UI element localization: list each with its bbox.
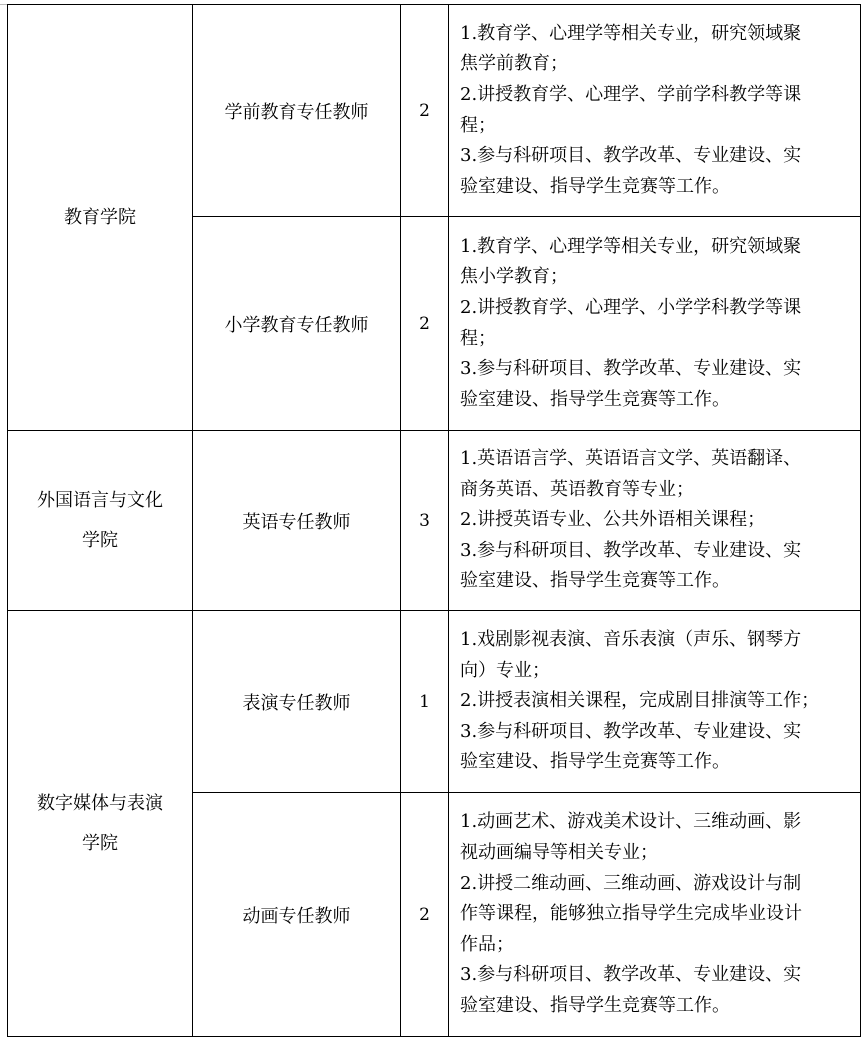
position-cell bbox=[193, 217, 401, 431]
position-count: 2 bbox=[419, 904, 430, 925]
duty-line: 验室建设、指导学生竞赛等工作。 bbox=[460, 994, 730, 1016]
duty-line: 验室建设、指导学生竞赛等工作。 bbox=[460, 570, 730, 592]
duty-line: 焦学前教育； bbox=[460, 53, 568, 75]
duty-line: 3.参与科研项目、教学改革、专业建设、实 bbox=[460, 720, 802, 742]
college-name: 外国语言与文化 bbox=[37, 489, 163, 511]
duties-cell bbox=[449, 611, 861, 793]
duty-line: 验室建设、指导学生竞赛等工作。 bbox=[460, 388, 730, 410]
college-cell bbox=[8, 5, 193, 431]
duties-cell bbox=[449, 793, 861, 1037]
position-count: 1 bbox=[419, 691, 430, 712]
position-count: 2 bbox=[419, 313, 430, 334]
position-cell bbox=[193, 611, 401, 793]
position-cell bbox=[193, 431, 401, 611]
count-cell bbox=[401, 217, 449, 431]
position-name: 英语专任教师 bbox=[242, 511, 351, 533]
duty-line: 验室建设、指导学生竞赛等工作。 bbox=[460, 751, 730, 773]
duty-line: 作等课程，能够独立指导学生完成毕业设计 bbox=[460, 903, 802, 925]
position-count: 2 bbox=[419, 100, 430, 121]
duty-line: 焦小学教育； bbox=[460, 266, 568, 288]
table-row bbox=[8, 611, 861, 793]
duty-line: 1.教育学、心理学等相关专业，研究领域聚 bbox=[460, 22, 802, 44]
duty-line: 作品； bbox=[460, 933, 514, 955]
duty-line: 3.参与科研项目、教学改革、专业建设、实 bbox=[460, 964, 802, 986]
duty-line: 3.参与科研项目、教学改革、专业建设、实 bbox=[460, 145, 802, 167]
college-name: 学院 bbox=[82, 529, 118, 551]
college-name: 教育学院 bbox=[64, 206, 136, 228]
count-cell bbox=[401, 5, 449, 217]
duty-line: 1.动画艺术、游戏美术设计、三维动画、影 bbox=[460, 811, 802, 833]
duty-line: 1.教育学、心理学等相关专业，研究领域聚 bbox=[460, 235, 802, 257]
duty-line: 2.讲授教育学、心理学、学前学科教学等课 bbox=[460, 83, 802, 105]
count-cell bbox=[401, 793, 449, 1037]
table-row bbox=[8, 431, 861, 611]
duty-line: 验室建设、指导学生竞赛等工作。 bbox=[460, 175, 730, 197]
recruitment-table bbox=[7, 4, 861, 1037]
count-cell bbox=[401, 431, 449, 611]
duty-line: 2.讲授英语专业、公共外语相关课程； bbox=[460, 509, 766, 531]
position-cell bbox=[193, 793, 401, 1037]
duty-line: 商务英语、英语教育等专业； bbox=[460, 478, 694, 500]
position-name: 动画专任教师 bbox=[242, 905, 351, 927]
duty-line: 程； bbox=[460, 327, 496, 349]
count-cell bbox=[401, 611, 449, 793]
duty-line: 1.英语语言学、英语语言文学、英语翻译、 bbox=[460, 448, 802, 470]
table-row bbox=[8, 5, 861, 217]
duty-line: 2.讲授表演相关课程，完成剧目排演等工作； bbox=[460, 690, 820, 712]
duty-line: 1.戏剧影视表演、音乐表演（声乐、钢琴方 bbox=[460, 629, 802, 651]
college-cell bbox=[8, 431, 193, 611]
college-name: 学院 bbox=[82, 832, 118, 854]
duties-cell bbox=[449, 431, 861, 611]
duties-cell bbox=[449, 5, 861, 217]
duty-line: 3.参与科研项目、教学改革、专业建设、实 bbox=[460, 539, 802, 561]
duties-cell bbox=[449, 217, 861, 431]
position-name: 学前教育专任教师 bbox=[224, 101, 369, 123]
duty-line: 视动画编导等相关专业； bbox=[460, 842, 658, 864]
college-name: 数字媒体与表演 bbox=[37, 792, 163, 814]
position-count: 3 bbox=[419, 510, 430, 531]
college-cell bbox=[8, 611, 193, 1037]
duty-line: 程； bbox=[460, 114, 496, 136]
position-cell bbox=[193, 5, 401, 217]
position-name: 小学教育专任教师 bbox=[224, 314, 369, 336]
duty-line: 3.参与科研项目、教学改革、专业建设、实 bbox=[460, 358, 802, 380]
position-name: 表演专任教师 bbox=[242, 692, 351, 714]
duty-line: 2.讲授教育学、心理学、小学学科教学等课 bbox=[460, 296, 802, 318]
duty-line: 2.讲授二维动画、三维动画、游戏设计与制 bbox=[460, 872, 802, 894]
duty-line: 向）专业； bbox=[460, 659, 550, 681]
